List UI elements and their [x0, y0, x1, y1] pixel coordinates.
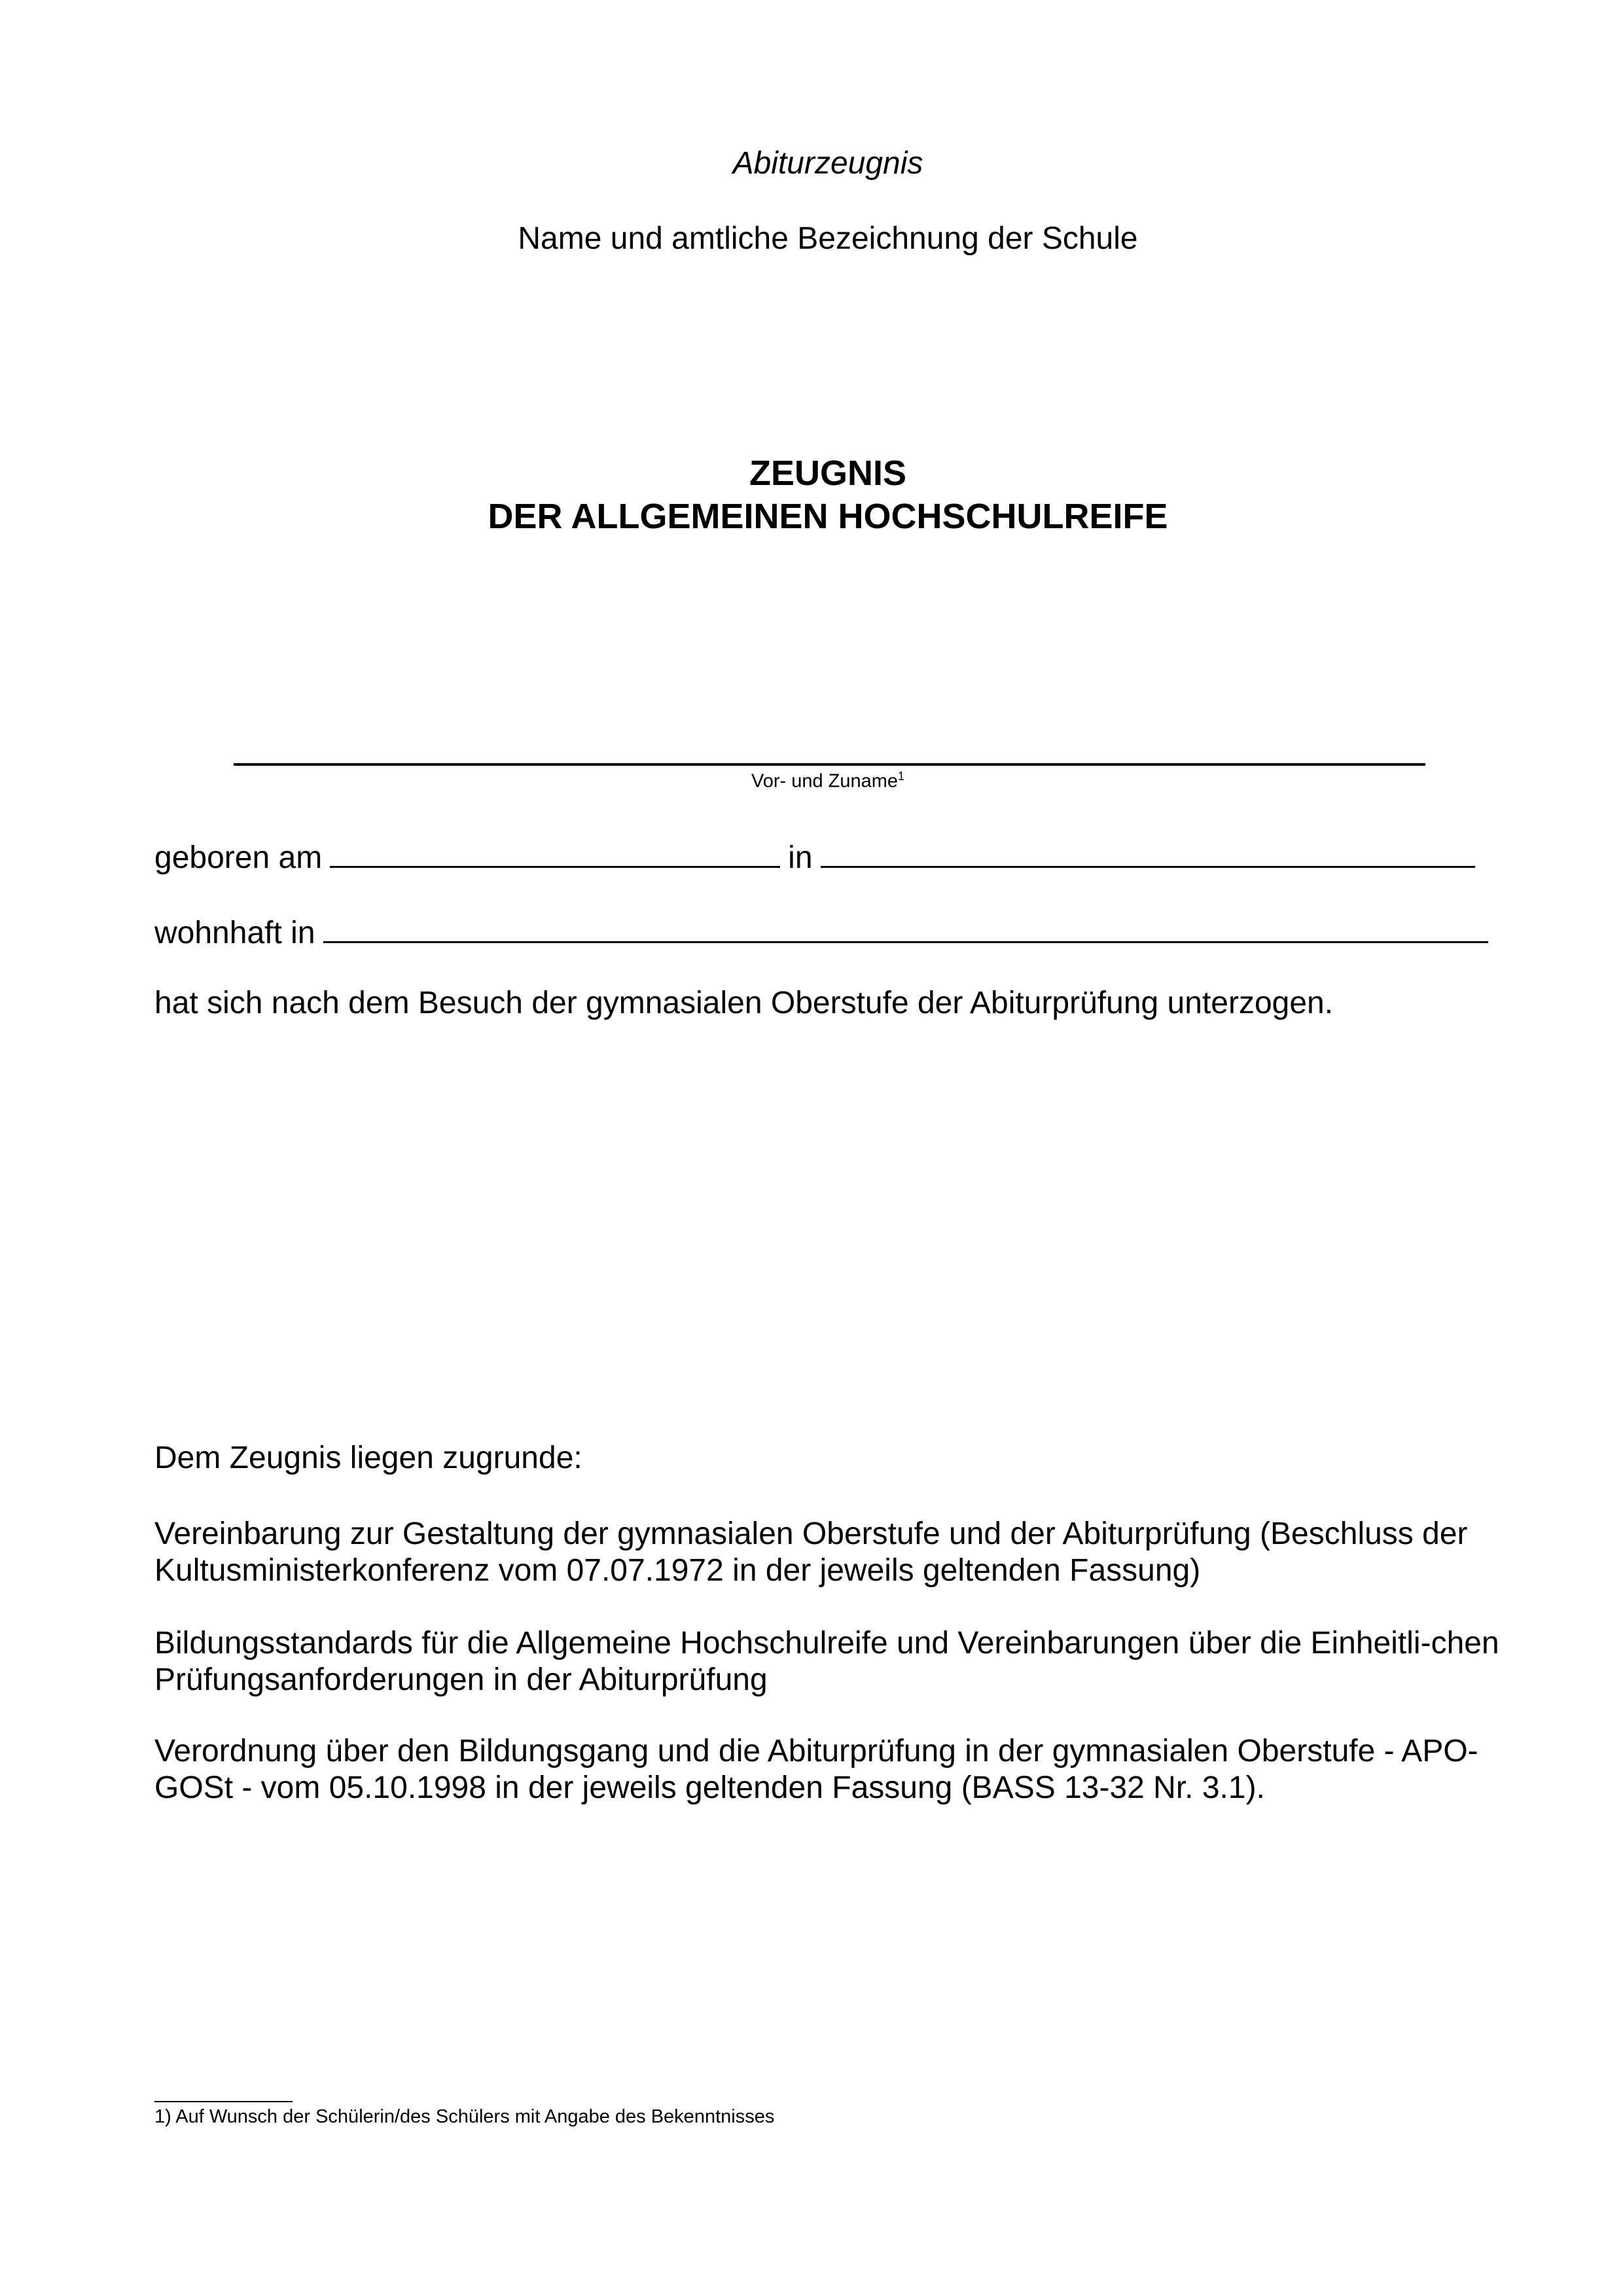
- basis-item: Verordnung über den Bildungsgang und die Abiturprüfung in der gymnasialen Oberstufe - APO- GOSt - vom 05.10.1998 in der jeweils geltenden Fassung (BASS 13-32 Nr. 3.1).: [154, 1734, 1478, 1805]
- basis-item: Bildungsstandards für die Allgemeine Hochschulreife und Vereinbarungen über die Einheitli-chen Prüfungsanforderungen in der Abiturprüfung: [154, 1626, 1499, 1697]
- basis-item: Vereinbarung zur Gestaltung der gymnasialen Oberstufe und der Abiturprüfung (Beschluss der Kultusministerkonferenz vom 07.07.1972 in der jeweils geltenden Fassung): [154, 1516, 1468, 1588]
- name-caption: [0, 770, 1623, 793]
- school-name-placeholder: Name und amtliche Bezeichnung der Schule: [518, 221, 1138, 256]
- in-label: in: [788, 840, 813, 875]
- name-caption-text: Vor- und Zuname: [751, 770, 899, 792]
- exam-sentence: hat sich nach dem Besuch der gymnasialen Oberstufe der Abiturprüfung unterzogen.: [154, 986, 1334, 1020]
- birth-row: [154, 833, 1483, 876]
- title-line-1: ZEUGNIS: [749, 454, 907, 493]
- footnote-rule: [154, 2101, 293, 2102]
- birthplace-fill-line: [821, 833, 1475, 868]
- residence-row: [154, 908, 1496, 951]
- document-type: Abiturzeugnis: [732, 146, 923, 181]
- birthdate-fill-line: [330, 833, 780, 868]
- name-footnote-mark: 1: [898, 770, 905, 783]
- name-fill-line: [234, 763, 1425, 766]
- residence-label: wohnhaft in: [154, 916, 315, 950]
- title-line-2: DER ALLGEMEINEN HOCHSCHULREIFE: [488, 497, 1168, 536]
- born-label: geboren am: [154, 840, 323, 875]
- footnote: 1) Auf Wunsch der Schülerin/des Schülers mit Angabe des Bekenntnisses: [154, 2106, 775, 2127]
- basis-heading: Dem Zeugnis liegen zugrunde:: [154, 1441, 582, 1475]
- residence-fill-line: [323, 908, 1488, 943]
